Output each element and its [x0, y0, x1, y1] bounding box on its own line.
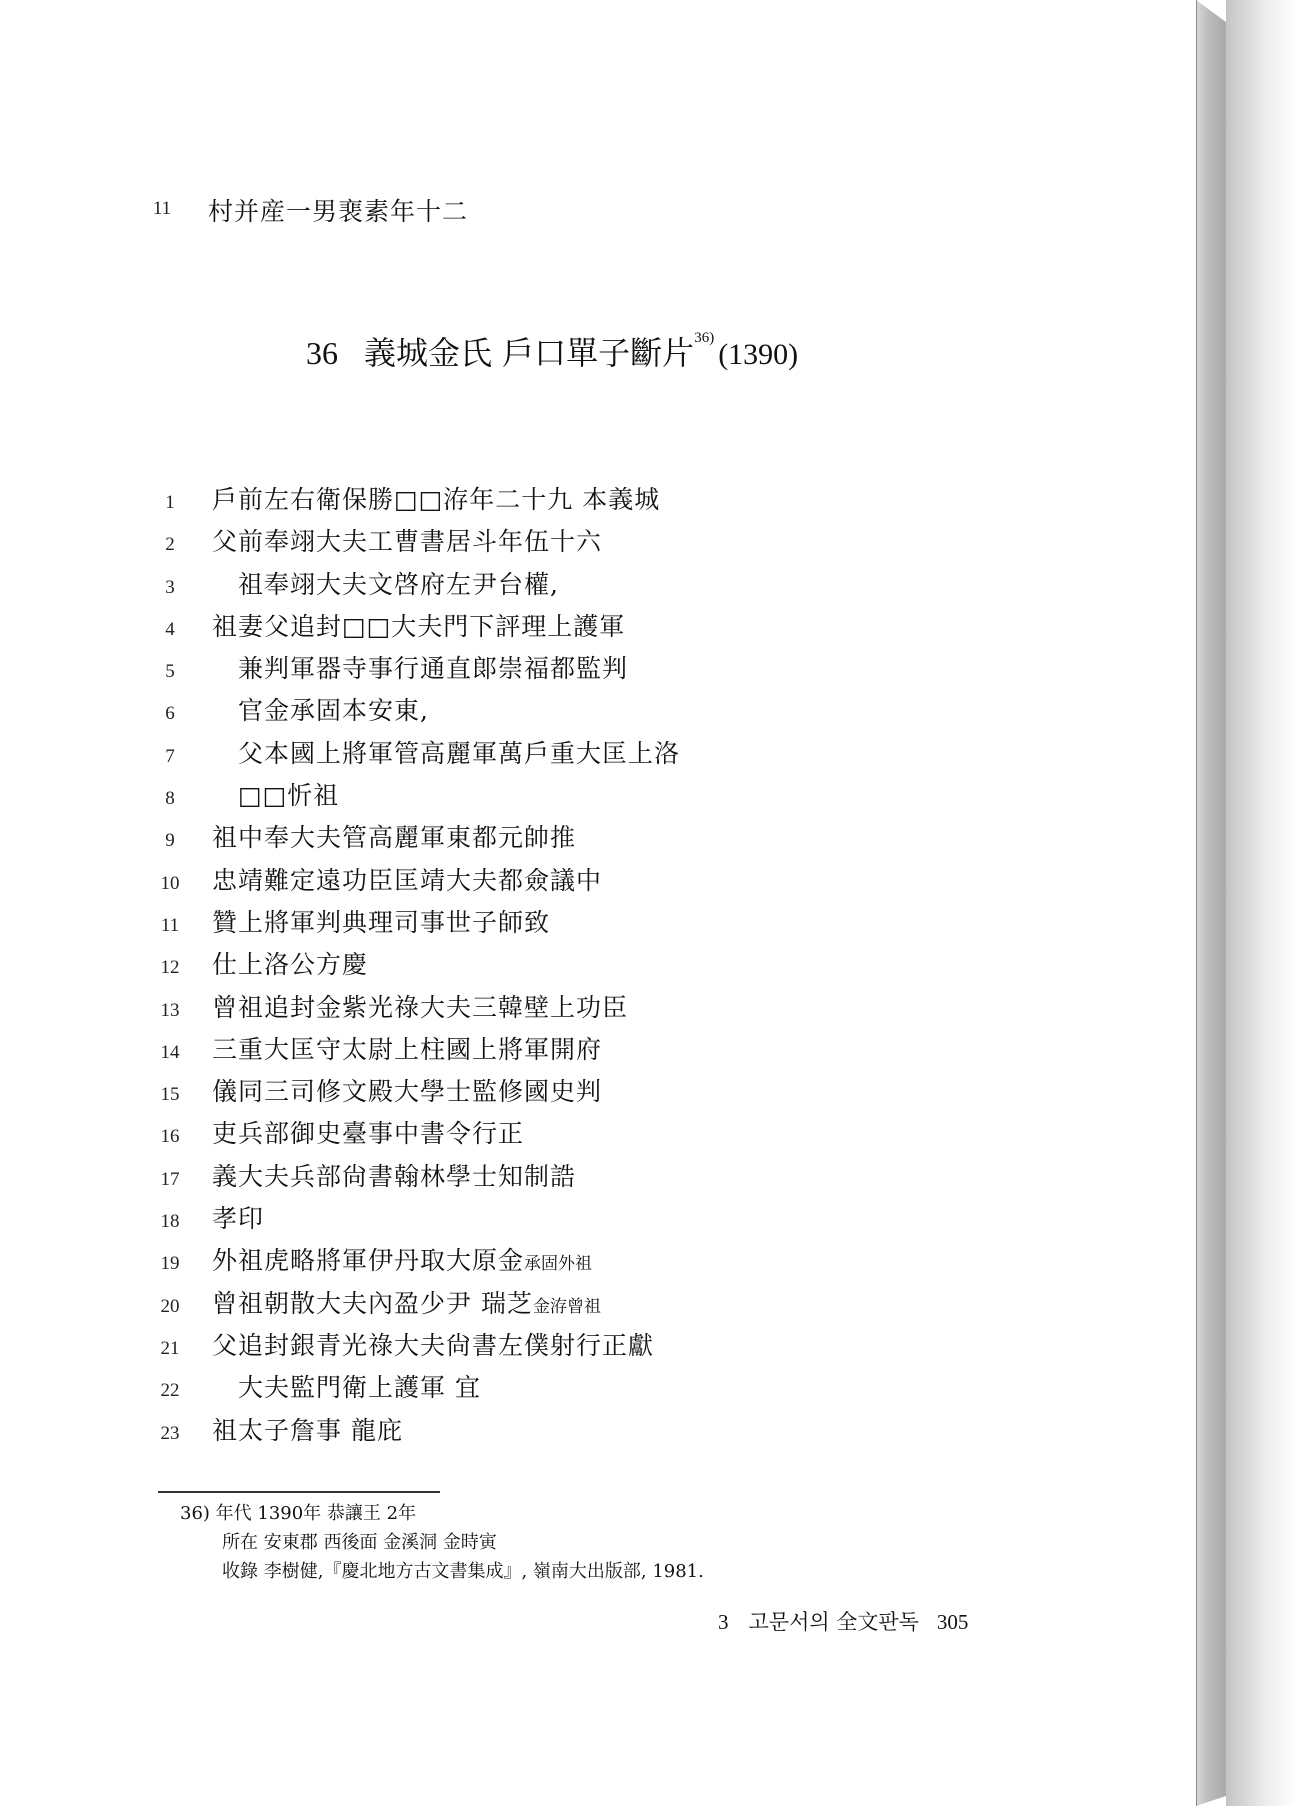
line-main-text: 義大夫兵部尙書翰林學士知制誥: [212, 1161, 577, 1191]
line-number: 16: [160, 1126, 180, 1148]
line-number: 4: [165, 618, 175, 640]
transcription-line: [0, 1411, 1196, 1453]
line-text: [238, 776, 339, 812]
line-text: [212, 1072, 602, 1108]
line-main-text: 戶前左右衛保勝□□洊年二十九 本義城: [212, 485, 661, 514]
line-main-text: 祖中奉大夫管高麗軍東都元帥推: [212, 823, 577, 853]
footnote-line: 收錄 李樹健,『慶北地方古文書集成』, 嶺南大出版部, 1981.: [222, 1561, 704, 1582]
line-main-text: 祖妻父追封□□大夫門下評理上護軍: [212, 611, 626, 641]
transcription-line: [0, 1114, 1196, 1156]
transcription-line: [0, 1199, 1196, 1241]
line-number: 21: [160, 1337, 180, 1359]
transcription-line: [0, 522, 1196, 564]
line-number: 13: [160, 999, 180, 1021]
transcription-line: [0, 903, 1196, 945]
line-main-text: 儀同三司修文殿大學士監修國史判: [212, 1077, 603, 1107]
transcription-line: [0, 734, 1196, 776]
line-number: 7: [165, 745, 175, 767]
line-text: [212, 522, 602, 558]
line-main-text: 祖奉翊大夫文啓府左尹台權,: [238, 569, 559, 599]
line-text: 村并産一男裵素年十二: [208, 197, 469, 226]
chapter-title: 고문서의 全文판독: [748, 1610, 919, 1634]
line-main-text: 三重大匡守太尉上柱國上將軍開府: [212, 1034, 603, 1064]
line-text: [238, 1368, 481, 1404]
transcription-line: [0, 1326, 1196, 1368]
transcription-line: [0, 1072, 1196, 1114]
footnote-reference[interactable]: 36): [694, 330, 715, 346]
line-text: [238, 649, 628, 685]
footnote: [180, 1499, 1080, 1586]
line-number: 9: [165, 830, 175, 852]
line-number: 11: [160, 914, 180, 936]
line-main-text: 忠靖難定遠功臣匡靖大夫都僉議中: [212, 865, 603, 895]
line-text: [212, 988, 628, 1024]
transcription-line: [0, 607, 1196, 649]
line-main-text: 父本國上將軍管高麗軍萬戶重大匡上洛: [238, 738, 681, 768]
line-text: [212, 861, 602, 897]
line-text: [212, 818, 576, 854]
transcription-line: [0, 818, 1196, 860]
footnote-line: 所在 安東郡 西後面 金溪洞 金時寅: [222, 1532, 497, 1553]
line-number: 3: [165, 576, 175, 598]
transcription-line: [0, 565, 1196, 607]
line-number: 15: [160, 1084, 180, 1106]
line-number: 20: [160, 1295, 180, 1317]
line-main-text: 贊上將軍判典理司事世子師致: [212, 907, 551, 937]
line-text: [212, 1114, 524, 1150]
line-number: 14: [160, 1041, 180, 1063]
line-text: [212, 1411, 403, 1447]
transcription-line: [0, 776, 1196, 818]
line-text: [212, 607, 625, 643]
section-number: 36: [306, 335, 338, 371]
transcription-line: [0, 945, 1196, 987]
line-main-text: 外祖虎略將軍伊丹取大原金: [212, 1246, 525, 1276]
transcription-line: [0, 1241, 1196, 1283]
line-number: 19: [160, 1253, 180, 1275]
interlinear-note: 承固外祖: [524, 1254, 593, 1275]
line-main-text: 曾祖朝散大夫內盈少尹 瑞芝: [212, 1288, 533, 1318]
line-number: 1: [165, 492, 175, 513]
page-number: 305: [936, 1610, 969, 1634]
line-number: 2: [165, 534, 175, 556]
line-text: [212, 903, 550, 939]
line-number: 5: [165, 661, 175, 683]
transcription-line: [0, 1157, 1196, 1199]
transcription-line: [0, 1368, 1196, 1410]
line-main-text: 父前奉翊大夫工曹書居斗年伍十六: [212, 527, 603, 557]
book-page-edge: [1196, 0, 1226, 1806]
interlinear-note: 金洊曾祖: [532, 1296, 601, 1317]
line-main-text: 大夫監門衛上護軍 宜: [238, 1373, 481, 1403]
line-text: [212, 1199, 264, 1235]
line-number: 11: [152, 198, 172, 219]
line-text: [238, 565, 559, 601]
line-main-text: 兼判軍器寺事行通直郞崇福都監判: [238, 654, 629, 684]
line-number: 23: [160, 1422, 180, 1444]
line-text: [212, 1284, 601, 1320]
line-number: 17: [160, 1168, 180, 1190]
line-main-text: 曾祖追封金紫光祿大夫三韓壁上功臣: [212, 992, 629, 1022]
transcription-line: [0, 861, 1196, 903]
line-text: [212, 1326, 654, 1362]
transcription-line: [0, 988, 1196, 1030]
section-year: (1390): [718, 338, 799, 371]
line-text: [212, 480, 660, 516]
line-text: [212, 945, 368, 981]
line-main-text: □□忻祖: [238, 781, 340, 811]
section-title: [306, 328, 798, 374]
transcription-line: [0, 691, 1196, 733]
page-shadow: [1226, 0, 1297, 1806]
line-number: 8: [165, 788, 175, 810]
line-main-text: 父追封銀青光祿大夫尙書左僕射行正獻: [212, 1330, 655, 1360]
line-number: 12: [160, 957, 180, 979]
running-footer: [718, 1606, 968, 1636]
line-main-text: 吏兵部御史臺事中書令行正: [212, 1119, 525, 1149]
line-number: 6: [165, 703, 175, 725]
line-main-text: 孝印: [212, 1204, 265, 1234]
line-number: 22: [160, 1380, 180, 1402]
line-number: 18: [160, 1211, 180, 1233]
transcription-line: [0, 1030, 1196, 1072]
footnote-line: 36) 年代 1390年 恭讓王 2年: [180, 1503, 417, 1524]
line-number: 10: [160, 872, 180, 894]
line-main-text: 仕上洛公方慶: [212, 950, 369, 980]
line-main-text: 官金承固本安東,: [238, 696, 429, 726]
line-main-text: 祖太子詹事 龍庇: [212, 1415, 403, 1445]
footnote-rule: [158, 1491, 440, 1493]
line-text: [238, 734, 680, 770]
transcription-lines: [0, 480, 1196, 1453]
line-text: [212, 1157, 576, 1193]
transcription-line: [0, 480, 1196, 522]
section-title-text: 義城金氏 戶口單子斷片: [364, 334, 695, 372]
transcription-line: [0, 649, 1196, 691]
line-text: [212, 1030, 602, 1066]
line-text: [212, 1241, 592, 1277]
chapter-number: 3: [718, 1610, 729, 1634]
transcription-line: [0, 1284, 1196, 1326]
line-text: [238, 691, 429, 727]
